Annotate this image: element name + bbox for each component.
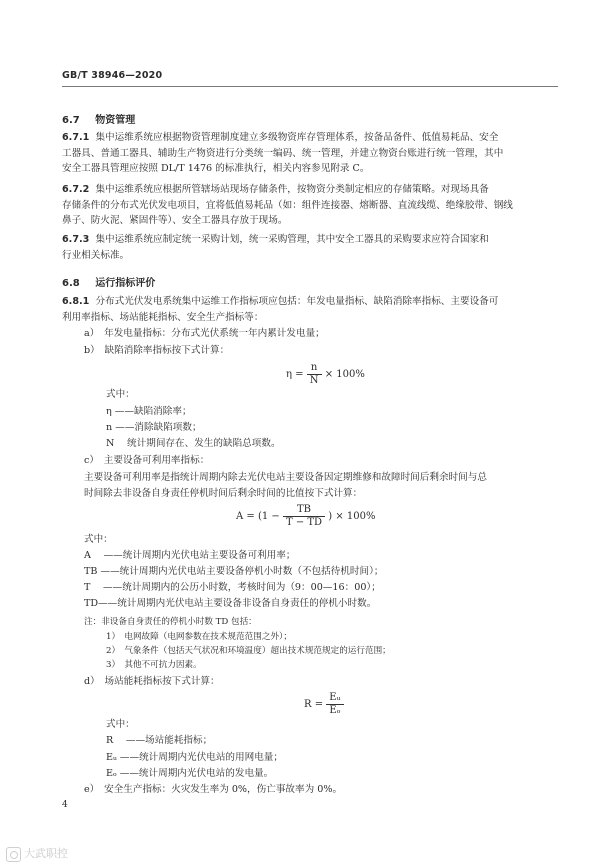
variable-definition: TD——统计周期内光伏电站主要设备非设备自身责任的停机小时数。 <box>84 598 377 609</box>
list-item-d: d） 场站能耗指标按下式计算： <box>84 676 220 687</box>
paragraph-line: 集中运维系统应根据物资管理制度建立多级物资库存管理体系，按备品备件、低值易耗品、安全 <box>95 132 499 143</box>
section-number: 6.7 <box>62 115 80 126</box>
clause-number: 6.7.2 <box>62 184 90 195</box>
paragraph-line: 鼻子、防火泥、紧固件等）、安全工器具存放于现场。 <box>62 215 288 226</box>
variable-definition: T ——统计周期内的公历小时数，考核时间为（9：00—16：00）； <box>84 582 381 593</box>
watermark-logo-icon <box>6 847 21 862</box>
list-item-c-description <box>84 470 487 501</box>
variable-definition: A ——统计周期内光伏电站主要设备可利用率； <box>84 550 296 561</box>
paragraph-line: 集中运维系统应制定统一采购计划，统一采购管理，其中安全工器具的采购要求应符合国家和 <box>95 234 489 245</box>
fraction <box>307 362 322 387</box>
note-item: 3） 其他不可抗力因素。 <box>106 660 202 670</box>
equation-lhs: R = <box>304 699 324 710</box>
watermark-text: 大武职控 <box>24 847 68 860</box>
variable-definition: Eₒ ——统计周期内光伏电站的发电量。 <box>106 768 274 779</box>
bracket-open: (1 − <box>257 511 280 522</box>
clause-6-8-1 <box>62 294 498 325</box>
paragraph-line: 集中运维系统应根据所管辖场站现场存储条件，按物资分类制定相应的存储策略。对现场具备 <box>95 184 489 195</box>
note-item: 2） 气象条件（包括天气状况和环境温度）超出技术规范规定的运行范围； <box>106 646 391 656</box>
numerator: Eᵤ <box>326 692 343 705</box>
paragraph-line: 工器具、普通工器具、辅助生产物资进行分类统一编码、统一管理，并建立物资台账进行统一管理，其中 <box>62 147 504 159</box>
numerator: n <box>307 362 322 375</box>
denominator: Eₒ <box>329 705 341 716</box>
list-item-a: a） 年发电量指标：分布式光伏系统一年内累计发电量； <box>84 328 325 339</box>
variable-definition: N 统计期间存在、发生的缺陷总项数。 <box>106 438 281 449</box>
where-label: 式中： <box>84 534 113 545</box>
bracket-close: ) <box>328 511 333 522</box>
numerator: TB <box>283 504 325 517</box>
where-label: 式中： <box>106 389 135 400</box>
equation-availability <box>236 504 376 529</box>
equation-rhs: × 100% <box>335 511 376 522</box>
equation-energy-consumption <box>304 692 344 717</box>
denominator: T − TD <box>285 517 323 528</box>
paragraph-line: 利用率指标、场站能耗指标、安全生产指标等： <box>62 311 264 323</box>
variable-definition: n ——消除缺陷项数； <box>106 422 202 433</box>
variable-definition: η ——缺陷消除率； <box>106 406 192 417</box>
list-item-c: c） 主要设备可利用率指标： <box>84 455 210 466</box>
fraction <box>283 504 325 529</box>
variable-definition: R ——场站能耗指标； <box>106 735 213 746</box>
paragraph-line: 时间除去非设备自身责任停机时间后剩余时间的比值按下式计算： <box>84 487 363 499</box>
section-title: 物资管理 <box>95 115 136 126</box>
clause-6-7-3 <box>62 232 489 263</box>
denominator: N <box>309 375 319 386</box>
note: 注：非设备自身责任的停机小时数 TD 包括： <box>84 617 257 627</box>
paragraph-line: 存储条件的分布式光伏发电项目，宜将低值易耗品（如：组件连接器、熔断器、直流线缆、绝缘胶带、钢线 <box>62 199 513 211</box>
clause-number: 6.8.1 <box>62 296 90 307</box>
fraction <box>326 692 343 717</box>
paragraph-line: 安全工器具管理应按照 DL/T 1476 的标准执行，相关内容参见附录 C。 <box>62 163 370 174</box>
header-rule <box>62 86 558 87</box>
list-item-e: e） 安全生产指标：火灾发生率为 0%，伤亡事故率为 0%。 <box>84 784 343 795</box>
paragraph-line: 分布式光伏发电系统集中运维工作指标项应包括：年发电量指标、缺陷消除率指标、主要设备可 <box>95 296 499 307</box>
page-number: 4 <box>62 800 68 810</box>
equation-defect-rate <box>286 362 365 387</box>
equation-lhs: A = <box>236 511 255 522</box>
section-title: 运行指标评价 <box>95 278 156 289</box>
paragraph-line: 主要设备可利用率是指统计周期内除去光伏电站主要设备因定期维修和故障时间后剩余时间与总 <box>84 472 487 483</box>
clause-number: 6.7.1 <box>62 132 90 143</box>
list-item-b: b） 缺陷消除率指标按下式计算： <box>84 345 230 356</box>
variable-definition: Eᵤ ——统计周期内光伏电站的用网电量； <box>106 752 283 763</box>
clause-number: 6.7.3 <box>62 234 90 245</box>
paragraph-line: 行业相关标准。 <box>62 249 130 261</box>
variable-definition: TB ——统计周期内光伏电站主要设备停机小时数（不包括待机时间）； <box>84 566 384 577</box>
section-number: 6.8 <box>62 278 80 289</box>
clause-6-7-1 <box>62 130 503 177</box>
equation-rhs: × 100% <box>324 369 365 380</box>
standard-number: GB/T 38946—2020 <box>62 70 163 81</box>
clause-6-7-2 <box>62 182 513 229</box>
equation-lhs: η = <box>286 369 304 380</box>
section-6-7-heading <box>62 111 135 126</box>
note-item: 1） 电网故障（电网参数在技术规范范围之外）； <box>106 632 292 642</box>
where-label: 式中： <box>106 719 135 730</box>
section-6-8-heading <box>62 274 155 289</box>
watermark <box>6 845 68 862</box>
